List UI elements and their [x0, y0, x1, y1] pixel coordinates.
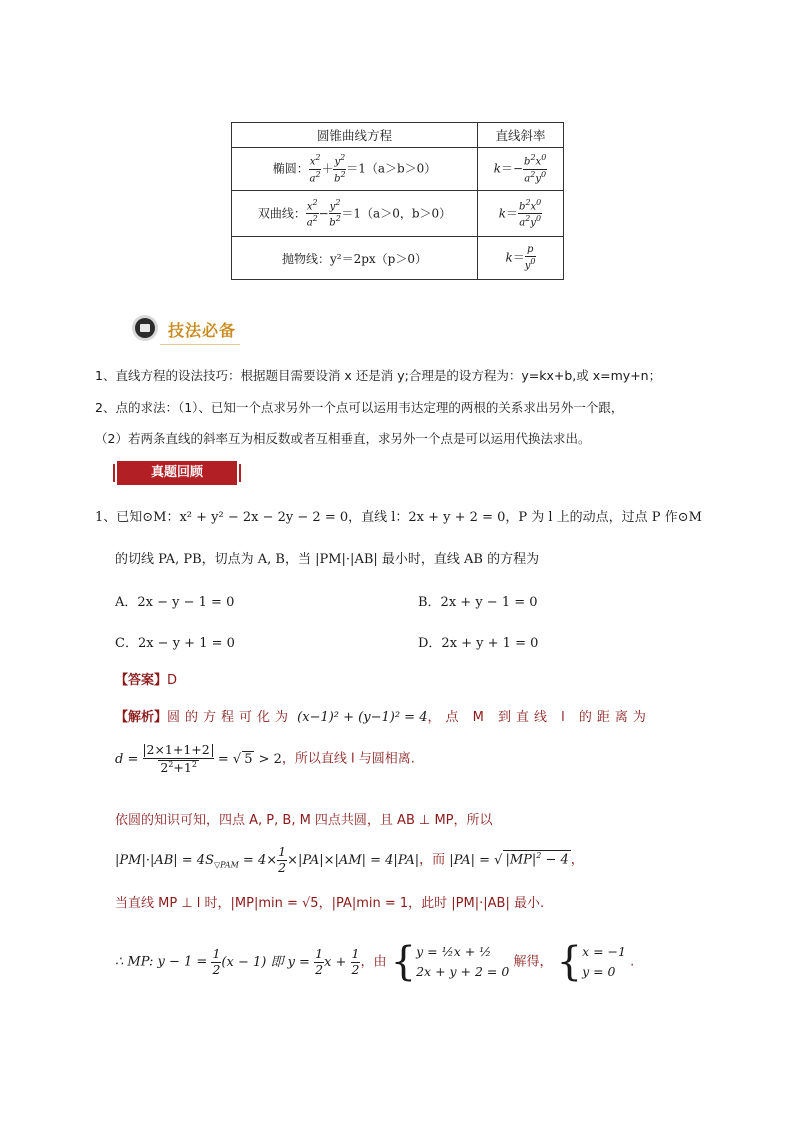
parabola-equation-cell — [232, 237, 478, 280]
ellipse-equation-cell: 椭圆： $\frac{x^2}{a^2}$ ＋ $\frac{y^2}{b^2}$ ＝1（a＞b＞0） — [232, 148, 478, 191]
ellipse-label: 椭圆： — [272, 161, 309, 176]
option-d: D．2x + y + 1 = 0 — [418, 636, 539, 651]
table-row — [232, 191, 564, 237]
option-b: B．2x + y − 1 = 0 — [418, 595, 538, 610]
section-underline — [160, 344, 240, 345]
hyperbola-slope-cell: k＝ $\frac{b^2x^0}{a^2y^0}$ — [478, 191, 564, 237]
analysis-line-5: 当直线 MP ⊥ l 时，|MP|min = √5，|PA|min = 1，此时 |PM|·|AB| 最小. — [115, 896, 545, 911]
option-a: A．2x − y − 1 = 0 — [115, 595, 235, 610]
answer-label: 【答案】 — [115, 673, 168, 688]
section-title: 技法必备 — [168, 321, 237, 340]
review-banner: 真题回顾 — [117, 461, 237, 485]
analysis-line-3: 依圆的知识可知，四点 A, P, B, M 四点共圆，且 AB ⊥ MP，所以 — [115, 813, 493, 828]
hyperbola-condition: ＝1（a＞0，b＞0） — [341, 206, 452, 220]
analysis-label: 【解析】 — [115, 710, 168, 725]
parabola-slope-cell: k＝ $\frac{p}{y^0}$ — [478, 237, 564, 280]
analysis-line-2: d = $\frac{2\times 1+1+2}{2^2+1^2}$ = √ 5 > 2，所以直线 l 与圆相离. — [115, 742, 415, 775]
analysis-line-6: ∴ MP: y − 1 = $\frac{1}{2}$ (x − 1) 即 y = $\frac{1}{2}$ x + $\frac{1}{2}$ ，由 { y = ½x + ½ 2x + y + 2 = 0 解得， { x = −1 y = 0 . — [115, 939, 635, 985]
technique-item-1: 1、直线方程的设法技巧：根据题目需要设消 x 还是消 y;合理是的设方程为：y=kx+b,或 x=my+n； — [95, 368, 662, 383]
question-line-2: 的切线 PA, PB，切点为 A, B，当 |PM|·|AB| 最小时，直线 AB 的方程为 — [115, 552, 540, 567]
option-c: C．2x − y + 1 = 0 — [115, 636, 235, 651]
parabola-equation: y²＝2px（p＞0） — [330, 251, 427, 266]
ellipse-condition: ＝1（a＞b＞0） — [346, 161, 437, 176]
section-book-icon — [135, 318, 155, 338]
parabola-label: 抛物线： — [281, 251, 330, 266]
hyperbola-label: 双曲线： — [257, 206, 306, 220]
answer-line — [115, 669, 177, 688]
hyperbola-equation-cell: 双曲线： $\frac{x^2}{a^2}$ − $\frac{y^2}{b^2}$ ＝1（a＞0，b＞0） — [232, 191, 478, 237]
question-line-1: 1、已知⊙M：x² + y² − 2x − 2y − 2 = 0，直线 l：2x + y + 2 = 0，P 为 l 上的动点，过点 P 作⊙M — [95, 510, 702, 525]
analysis-line-4: $|PM|\cdot|AB| = 4S_{▽PAM} = 4\times$ $\frac{1}{2}$ ×|PA|×|AM| = 4|PA|，而 |PA| = √ $|MP|^2 - 4$ ， — [115, 844, 584, 875]
table-row — [232, 237, 564, 280]
conic-slope-table — [231, 122, 564, 280]
technique-item-2: 2、点的求法：（1）、已知一个点求另外一个点可以运用韦达定理的两根的关系求出另外一个跟， — [95, 400, 624, 415]
table-row — [232, 148, 564, 191]
ellipse-slope-cell: k＝− $\frac{b^2x^0}{a^2y^0}$ — [478, 148, 564, 191]
answer-value: D — [167, 673, 178, 688]
analysis-line-1: 【解析】圆的方程可化为 (x−1)² + (y−1)² = 4，点 M 到直线 l 的距离为 — [115, 710, 651, 725]
table-header-slope: 直线斜率 — [478, 123, 564, 148]
table-header-equation: 圆锥曲线方程 — [232, 123, 478, 148]
technique-item-3: （2）若两条直线的斜率互为相反数或者互相垂直，求另外一个点是可以运用代换法求出。 — [95, 431, 591, 446]
